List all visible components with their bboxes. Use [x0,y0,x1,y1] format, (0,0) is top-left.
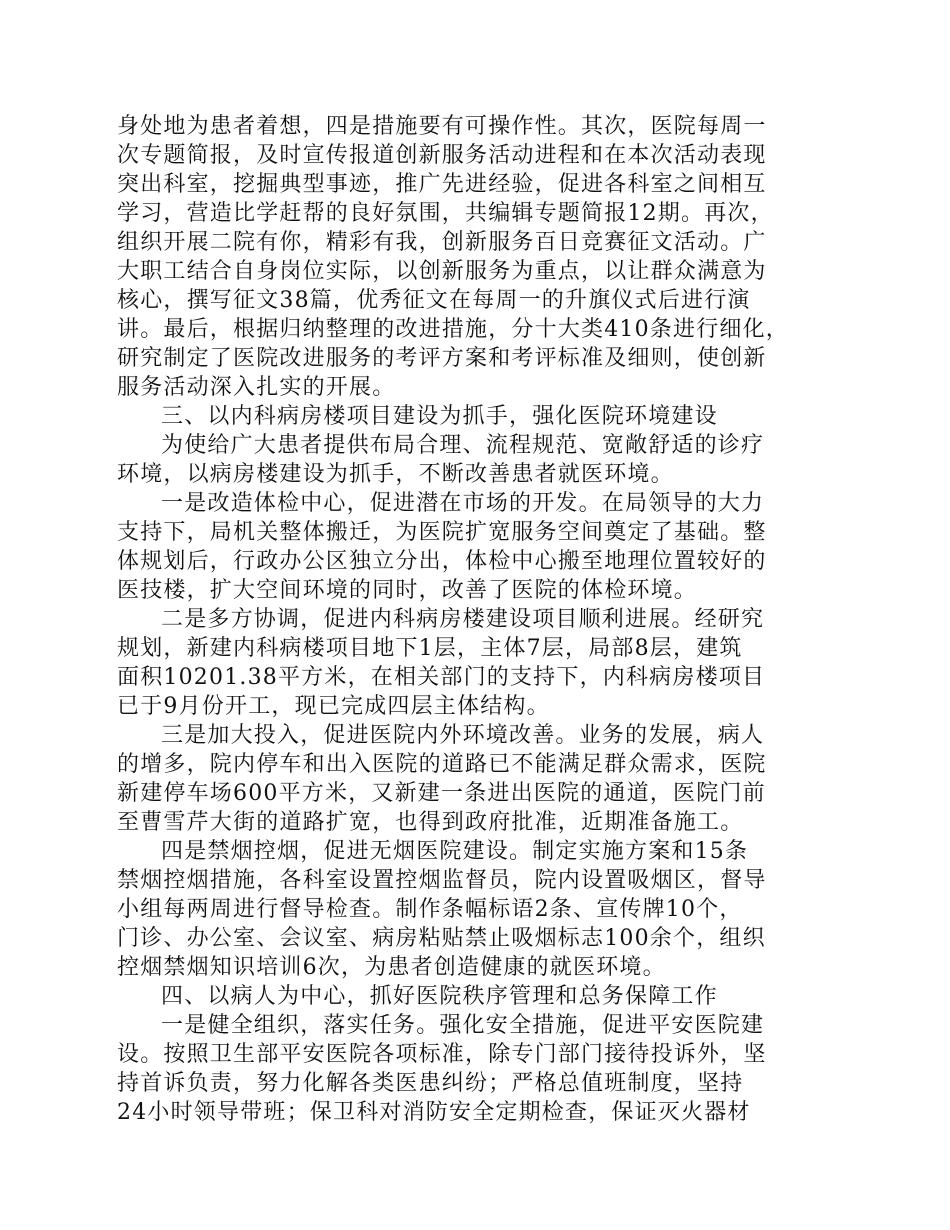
text-line: 医技楼，扩大空间环境的同时，改善了医院的体检环境。 [117,578,698,603]
text-line: 组织开展二院有你，精彩有我，创新服务百日竞赛征文活动。广 [117,230,767,255]
text-line: 环境，以病房楼建设为抓手，不断改善患者就医环境。 [117,462,674,487]
text-line: 新建停车场600平方米，又新建一条进出医院的通道，医院门前 [117,781,766,806]
text-line: 禁烟控烟措施，各科室设置控烟监督员，院内设置吸烟区，督导 [117,868,767,893]
text-line: 核心，撰写征文38篇，优秀征文在每周一的升旗仪式后进行演 [117,288,751,313]
text-line: 研究制定了医院改进服务的考评方案和考评标准及细则，使创新 [117,346,767,371]
text-line: 一是改造体检中心，促进潜在市场的开发。在局领导的大力 [161,491,765,516]
text-line: 大职工结合自身岗位实际，以创新服务为重点，以让群众满意为 [117,259,767,284]
text-line: 讲。最后，根据归纳整理的改进措施，分十大类410条进行细化， [117,317,789,342]
text-line: 服务活动深入扎实的开展。 [117,375,396,400]
text-line: 次专题简报，及时宣传报道创新服务活动进程和在本次活动表现 [117,143,767,168]
text-line: 体规划后，行政办公区独立分出，体检中心搬至地理位置较好的 [117,549,767,574]
text-line: 四、以病人为中心，抓好医院秩序管理和总务保障工作 [161,984,718,1009]
text-line: 规划，新建内科病楼项目地下1层，主体7层，局部8层，建筑 [117,636,743,661]
text-line: 至曹雪芹大街的道路扩宽，也得到政府批准，近期准备施工。 [117,810,744,835]
text-line: 已于9月份开工，现已完成四层主体结构。 [117,694,550,719]
text-line: 的增多，院内停车和出入医院的道路已不能满足群众需求，医院 [117,752,767,777]
text-line: 24小时领导带班；保卫科对消防安全定期检查，保证灭火器材 [117,1100,751,1125]
text-line: 设。按照卫生部平安医院各项标准，除专门部门接待投诉外，坚 [117,1042,767,1067]
text-line: 支持下，局机关整体搬迁，为医院扩宽服务空间奠定了基础。整 [117,520,767,545]
text-line: 身处地为患者着想，四是措施要有可操作性。其次，医院每周一 [117,114,767,139]
text-line: 面积10201.38平方米，在相关部门的支持下，内科病房楼项目 [117,665,766,690]
text-line: 小组每两周进行督导检查。制作条幅标语2条、宣传牌10个， [117,897,743,922]
text-line: 三、以内科病房楼项目建设为抓手，强化医院环境建设 [161,404,718,429]
text-line: 二是多方协调，促进内科病房楼建设项目顺利进展。经研究 [161,607,765,632]
text-line: 三是加大投入，促进医院内外环境改善。业务的发展，病人 [161,723,765,748]
text-line: 突出科室，挖掘典型事迹，推广先进经验，促进各科室之间相互 [117,172,767,197]
text-line: 四是禁烟控烟，促进无烟医院建设。制定实施方案和15条 [161,839,749,864]
text-line: 门诊、办公室、会议室、病房粘贴禁止吸烟标志100余个，组织 [117,926,766,951]
text-line: 一是健全组织，落实任务。强化安全措施，促进平安医院建 [161,1013,765,1038]
text-line: 控烟禁烟知识培训6次，为患者创造健康的就医环境。 [117,955,666,980]
text-line: 持首诉负责，努力化解各类医患纠纷；严格总值班制度，坚持 [117,1071,744,1096]
text-line: 学习，营造比学赶帮的良好氛围，共编辑专题简报12期。再次， [117,201,774,226]
text-line: 为使给广大患者提供布局合理、流程规范、宽敞舒适的诊疗 [161,433,765,458]
document-page [117,112,817,1127]
